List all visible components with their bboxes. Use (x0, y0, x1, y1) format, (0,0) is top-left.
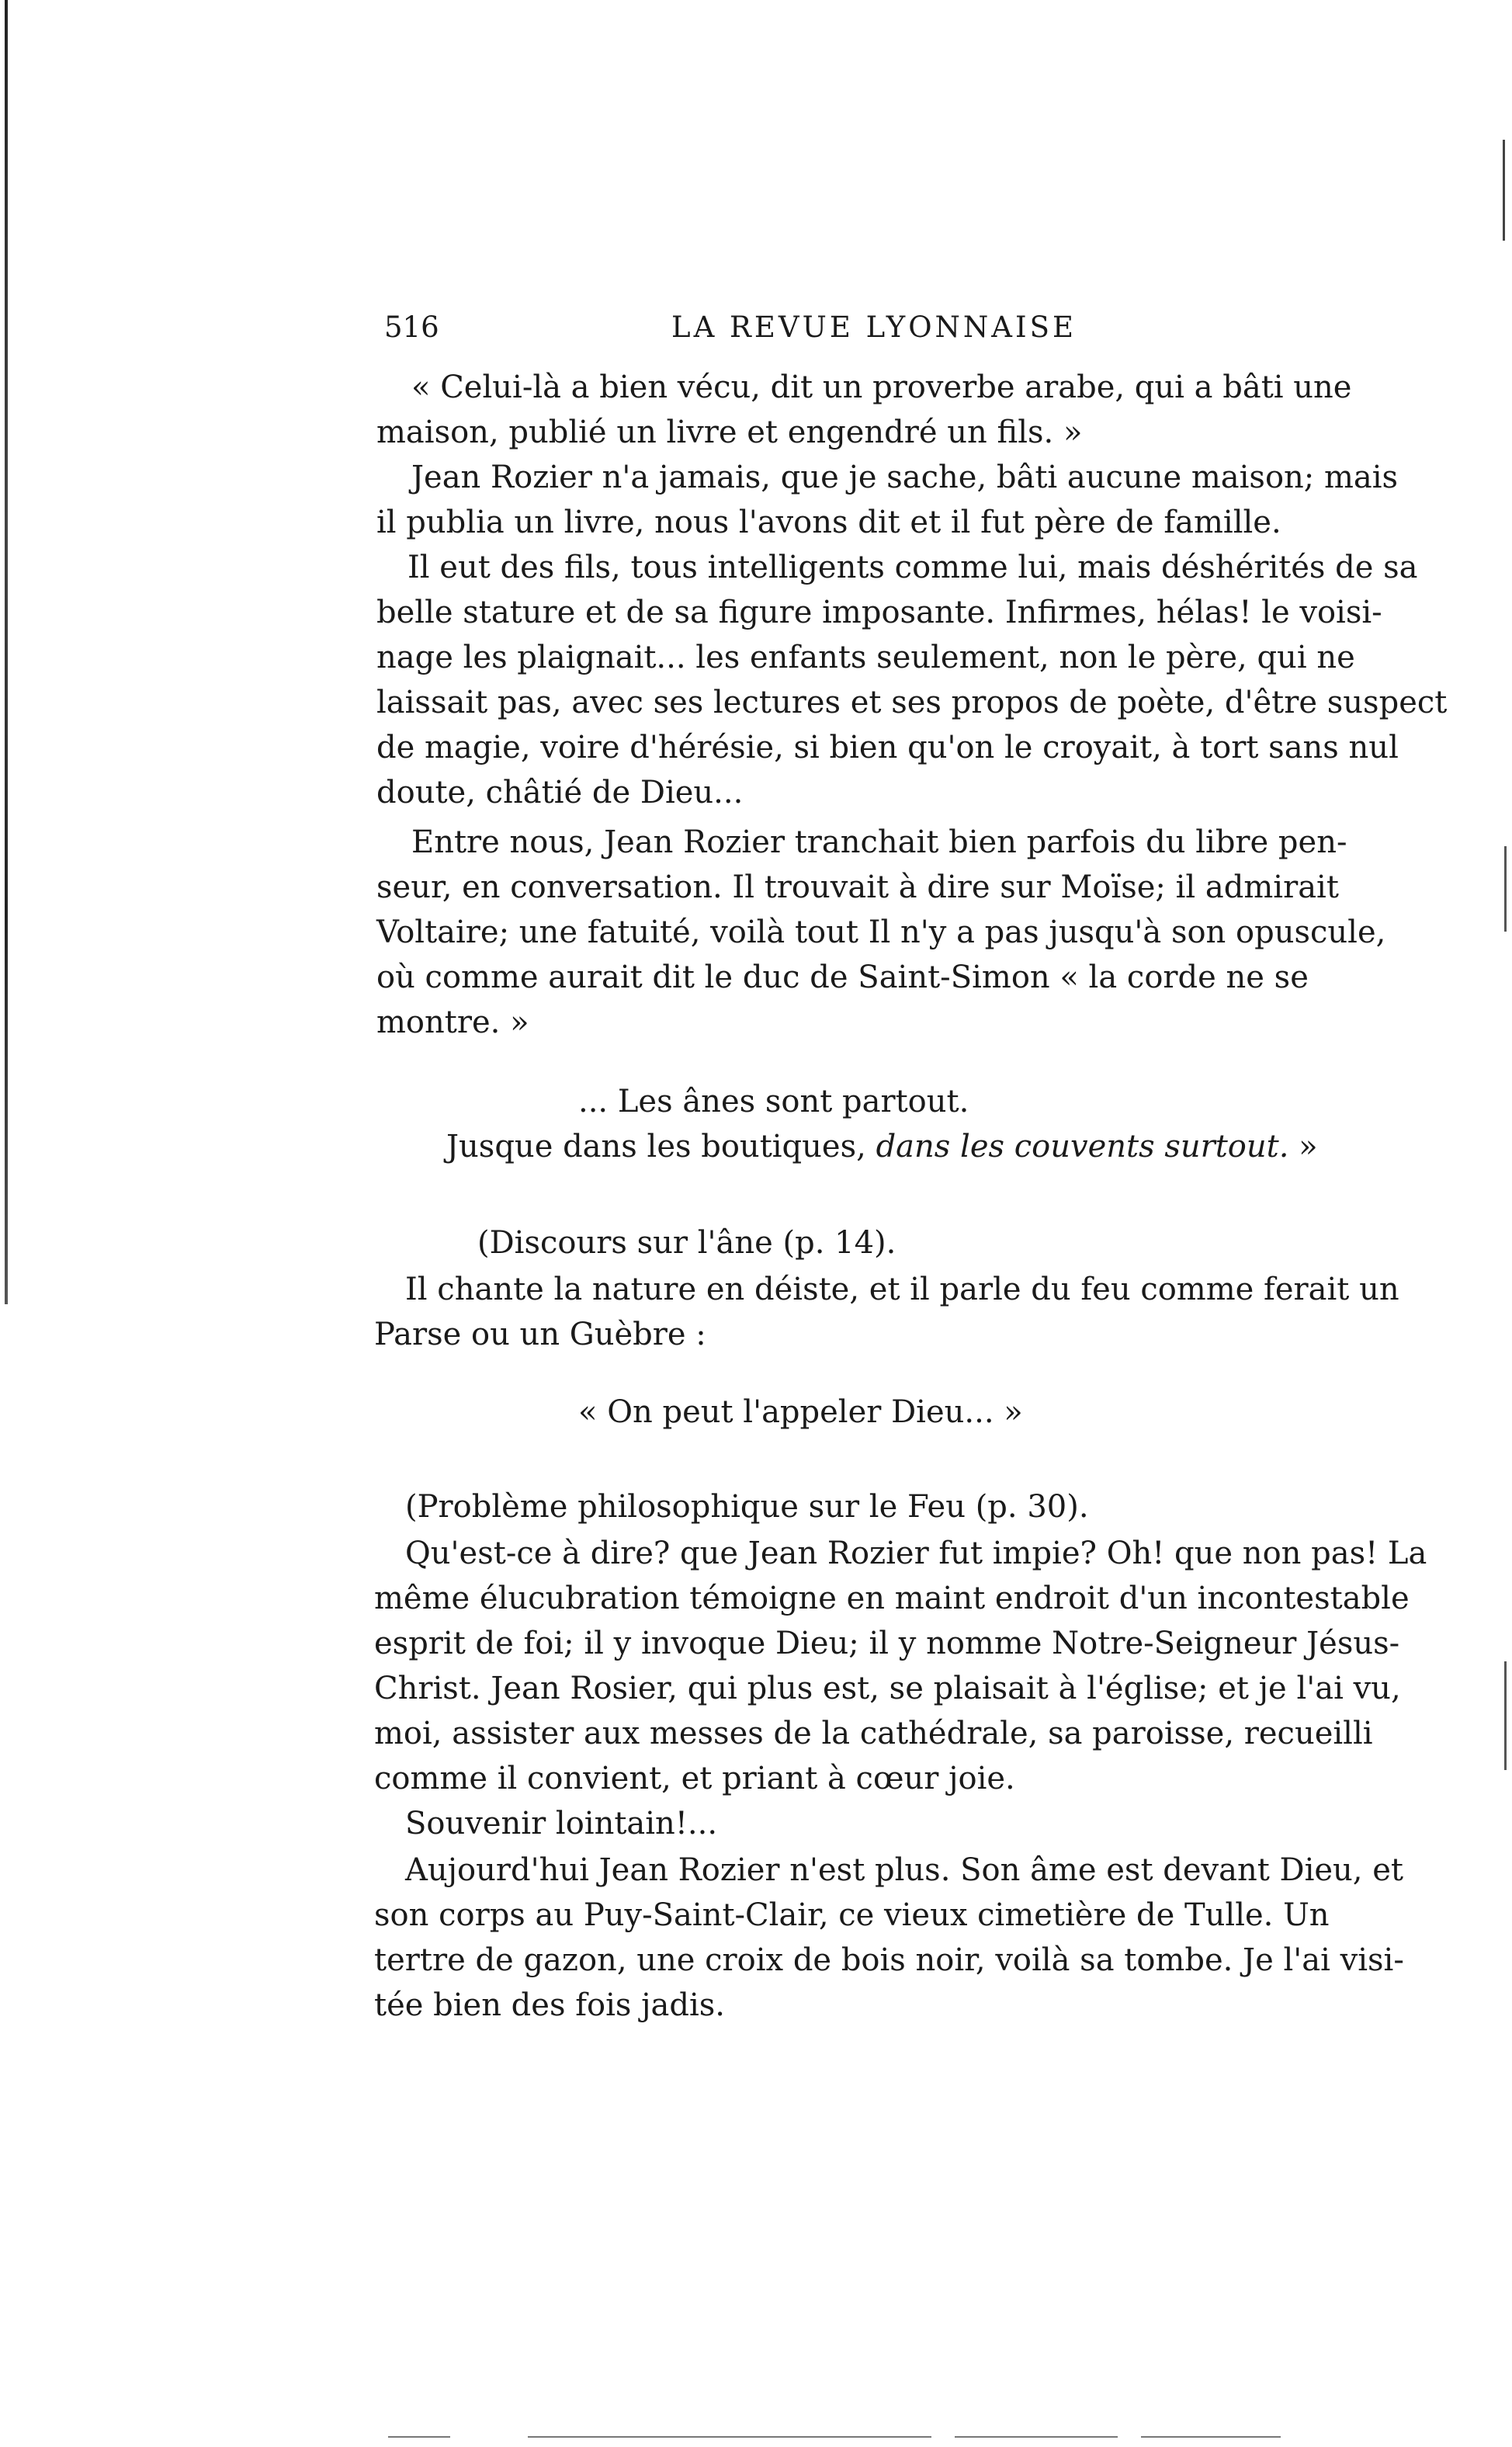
text-line: Souvenir lointain!... (405, 1806, 718, 1841)
text-line: Il eut des fils, tous intelligents comme lui, mais déshérités de sa (407, 550, 1418, 585)
scan-rule (388, 2436, 450, 2438)
text-line: laissait pas, avec ses lectures et ses propos de poète, d'être suspect (376, 685, 1448, 720)
quotation: « On peut l'appeler Dieu... » (578, 1394, 1023, 1430)
running-title: LA REVUE LYONNAISE (671, 311, 1077, 344)
scan-edge-left (5, 0, 8, 1304)
verse-line (446, 1124, 1318, 1169)
text-line: Entre nous, Jean Rozier tranchait bien parfois du libre pen- (411, 824, 1347, 860)
page-number: 516 (384, 311, 439, 344)
text-line: Parse ou un Guèbre : (374, 1317, 706, 1352)
text-line: seur, en conversation. Il trouvait à dire sur Moïse; il admirait (376, 869, 1339, 905)
text-line: où comme aurait dit le duc de Saint-Simon « la corde ne se (376, 960, 1309, 995)
text-line: moi, assister aux messes de la cathédrale, sa paroisse, recueilli (374, 1716, 1373, 1751)
verse-text: Jusque dans les boutiques, (446, 1129, 866, 1164)
page-header (384, 311, 1316, 349)
text-line: maison, publié un livre et engendré un fils. » (376, 415, 1083, 450)
text-line: tée bien des fois jadis. (374, 1987, 726, 2023)
scan-rule (528, 2436, 931, 2438)
text-line: Qu'est-ce à dire? que Jean Rozier fut impie? Oh! que non pas! La (405, 1536, 1427, 1571)
scan-edge-right-mark (1504, 1661, 1507, 1770)
text-line: tertre de gazon, une croix de bois noir, voilà sa tombe. Je l'ai visi- (374, 1942, 1404, 1978)
text-line: il publia un livre, nous l'avons dit et il fut père de famille. (376, 505, 1281, 540)
citation: (Discours sur l'âne (p. 14). (477, 1225, 896, 1261)
verse-line: ... Les ânes sont partout. (578, 1084, 969, 1119)
text-line: belle stature et de sa figure imposante. Infirmes, hélas! le voisi- (376, 595, 1382, 630)
text-line: Il chante la nature en déiste, et il parle du feu comme ferait un (405, 1272, 1399, 1307)
text-line: doute, châtié de Dieu... (376, 775, 744, 810)
text-line: comme il convient, et priant à cœur joie. (374, 1761, 1015, 1796)
text-line: son corps au Puy-Saint-Clair, ce vieux cimetière de Tulle. Un (374, 1897, 1330, 1933)
text-line: Voltaire; une fatuité, voilà tout Il n'y a pas jusqu'à son opuscule, (376, 915, 1386, 950)
text-line: montre. » (376, 1005, 529, 1040)
text-line: esprit de foi; il y invoque Dieu; il y nomme Notre-Seigneur Jésus- (374, 1626, 1400, 1661)
text-line: Aujourd'hui Jean Rozier n'est plus. Son âme est devant Dieu, et (405, 1852, 1403, 1888)
text-line: de magie, voire d'hérésie, si bien qu'on le croyait, à tort sans nul (376, 730, 1399, 765)
scan-rule (955, 2436, 1118, 2438)
text-line: Christ. Jean Rosier, qui plus est, se plaisait à l'église; et je l'ai vu, (374, 1671, 1401, 1706)
closing-quote: » (1299, 1129, 1318, 1164)
citation: (Problème philosophique sur le Feu (p. 30). (405, 1489, 1089, 1525)
text-line: nage les plaignait... les enfants seulement, non le père, qui ne (376, 640, 1355, 675)
scan-rule (1141, 2436, 1281, 2438)
scan-edge-right-mark (1504, 846, 1507, 932)
verse-italic-text: dans les couvents surtout. (876, 1129, 1289, 1164)
scan-edge-right-mark (1503, 140, 1505, 241)
text-line: « Celui-là a bien vécu, dit un proverbe arabe, qui a bâti une (411, 370, 1352, 405)
text-line: Jean Rozier n'a jamais, que je sache, bâti aucune maison; mais (411, 460, 1399, 495)
text-line: même élucubration témoigne en maint endroit d'un incontestable (374, 1581, 1410, 1616)
